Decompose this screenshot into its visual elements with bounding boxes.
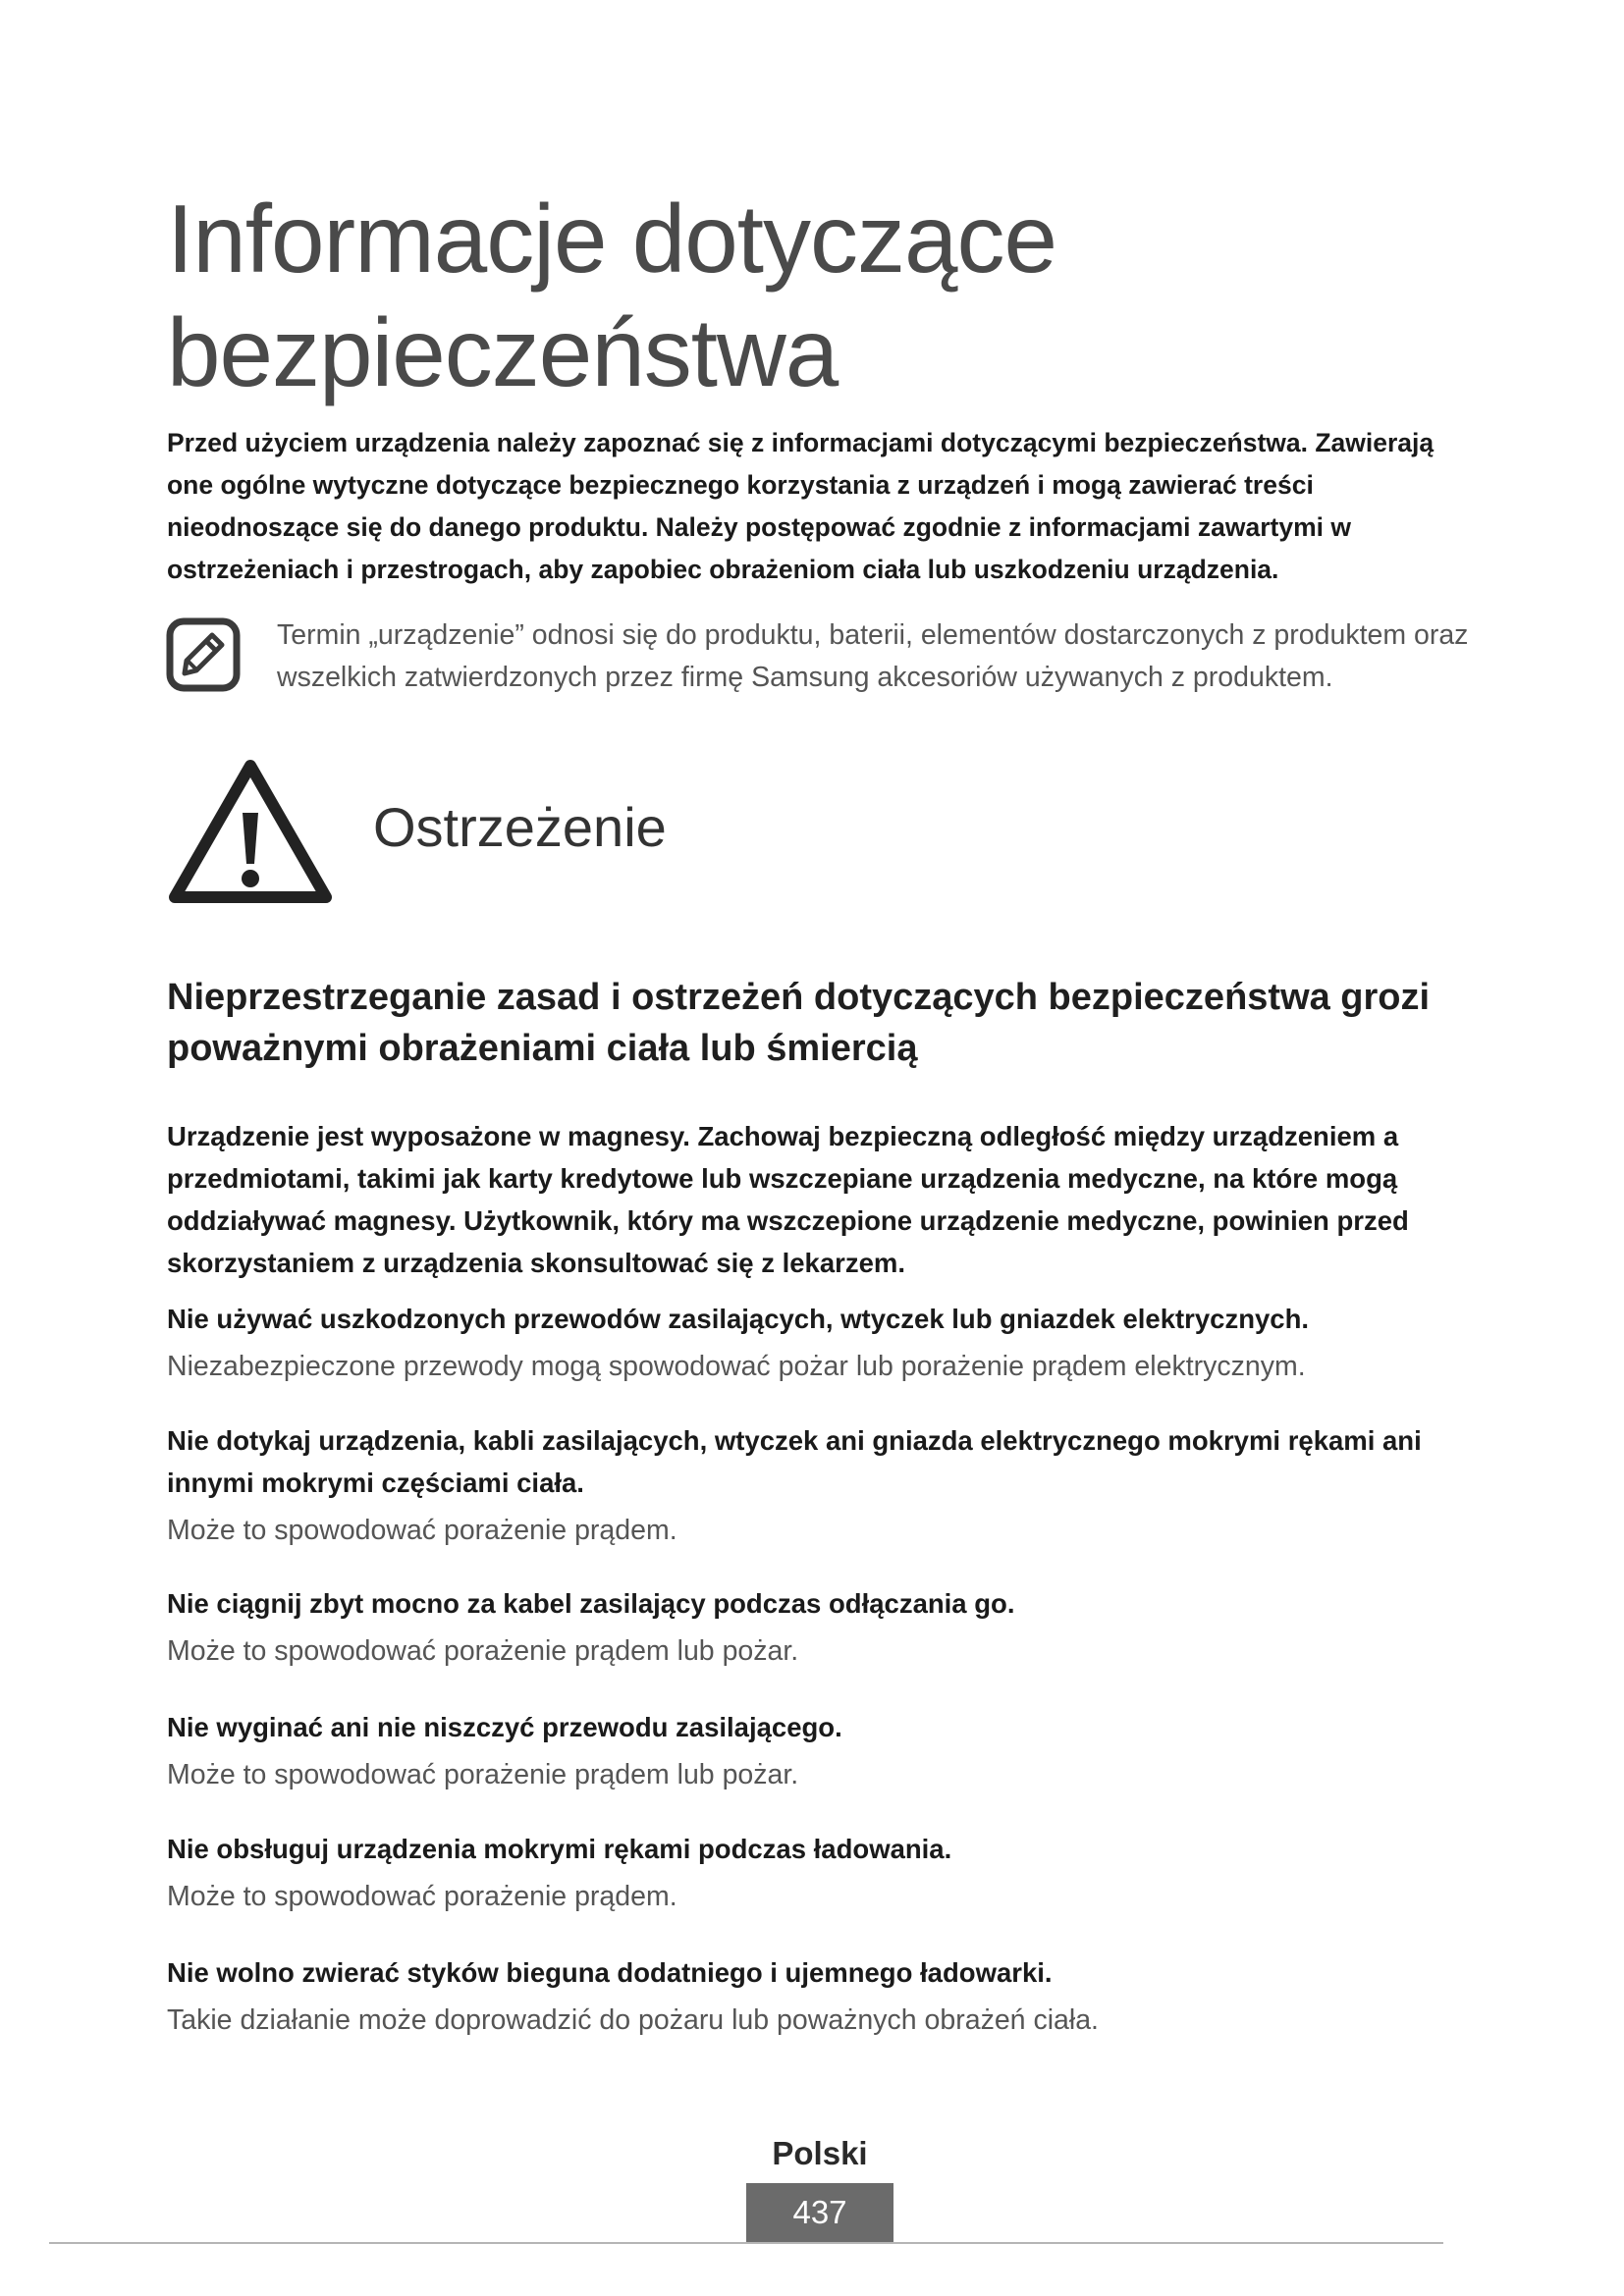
rule-description: Takie działanie może doprowadzić do pożaru lub poważnych obrażeń ciała.: [167, 2004, 1099, 2036]
safety-rule: [167, 1951, 1473, 2042]
intro-paragraph: Przed użyciem urządzenia należy zapoznać się z informacjami dotyczącymi bezpieczeństwa. Zawierają one ogólne wytyczne dotyczące bezpiecznego korzystania z urządzeń i mogą zawierać treści nieodnoszące się do danego produktu. Należy postępować zgodnie z informacjami zawartymi w ostrzeżeniach i przestrogach, aby zapobiec obrażeniom ciała lub uszkodzeniu urządzenia.: [167, 428, 1435, 584]
warning-title: Ostrzeżenie: [373, 796, 667, 858]
rule-description: Niezabezpieczone przewody mogą spowodować pożar lub porażenie prądem elektrycznym.: [167, 1351, 1306, 1382]
rule-title: Nie wolno zwierać styków bieguna dodatniego i ujemnego ładowarki.: [167, 1957, 1053, 1988]
safety-rule: [167, 1706, 1473, 1796]
rule-title: Nie wyginać ani nie niszczyć przewodu zasilającego.: [167, 1712, 842, 1742]
page-title: Informacje dotyczące bezpieczeństwa: [167, 185, 1056, 406]
rule-title: Nie dotykaj urządzenia, kabli zasilających, wtyczek ani gniazda elektrycznego mokrymi rękami ani innymi mokrymi częściami ciała.: [167, 1425, 1422, 1498]
magnets-paragraph: Urządzenie jest wyposażone w magnesy. Zachowaj bezpieczną odległość między urządzeniem a przedmiotami, takimi jak karty kredytowe lub wszczepiane urządzenia medyczne, na które mogą oddziaływać magnesy. Użytkownik, który ma wszczepione urządzenie medyczne, powinien przed skorzystaniem z urządzenia skonsultować się z lekarzem.: [167, 1121, 1409, 1278]
note-pencil-icon: [165, 616, 242, 693]
safety-rule: [167, 1298, 1473, 1388]
page-number: 437: [746, 2183, 893, 2242]
warning-subheading: Nieprzestrzeganie zasad i ostrzeżeń dotyczących bezpieczeństwa grozi poważnymi obrażeniami ciała lub śmiercią: [167, 977, 1431, 1069]
rule-title: Nie obsługuj urządzenia mokrymi rękami podczas ładowania.: [167, 1834, 952, 1864]
rule-title: Nie używać uszkodzonych przewodów zasilających, wtyczek lub gniazdek elektrycznych.: [167, 1304, 1310, 1334]
safety-rule: [167, 1419, 1473, 1552]
rule-description: Może to spowodować porażenie prądem.: [167, 1515, 677, 1546]
note-text: Termin „urządzenie” odnosi się do produktu, baterii, elementów dostarczonych z produktem oraz wszelkich zatwierdzonych przez firmę Samsung akcesoriów używanych z produktem.: [277, 619, 1469, 693]
warning-triangle-icon: [165, 754, 336, 907]
safety-rule: [167, 1582, 1473, 1673]
safety-rule: [167, 1828, 1473, 1918]
footer-divider: [49, 2242, 1443, 2244]
rule-description: Może to spowodować porażenie prądem lub pożar.: [167, 1635, 799, 1667]
rule-title: Nie ciągnij zbyt mocno za kabel zasilający podczas odłączania go.: [167, 1588, 1015, 1619]
rule-description: Może to spowodować porażenie prądem.: [167, 1881, 677, 1912]
footer-language: Polski: [772, 2135, 868, 2171]
rule-description: Może to spowodować porażenie prądem lub pożar.: [167, 1759, 799, 1790]
